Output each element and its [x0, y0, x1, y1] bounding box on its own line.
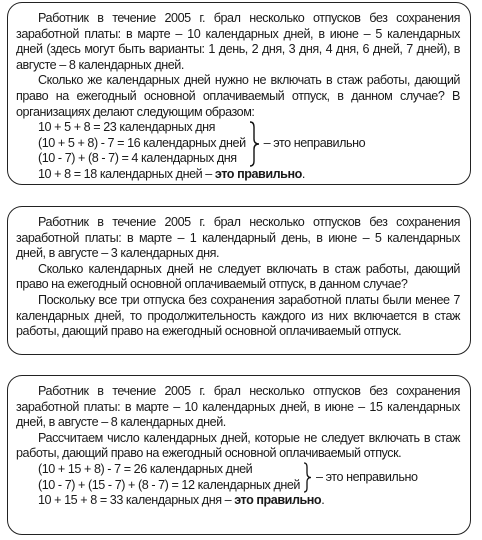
- box2-paragraph-1: Работник в течение 2005 г. брал несколько отпусков без сохранения заработной платы: в марте – 1 календарный день, в июне – 5 календарных дней, в августе – 3 календарных дня.: [16, 215, 460, 261]
- box3-calculation-lines: [38, 462, 300, 493]
- box1-calculation-group: [38, 120, 460, 167]
- box2-paragraph-2: Сколько календарных дней не следует включать в стаж работы, дающий право на ежегодный основной оплачиваемый отпуск, в данном случае?: [16, 261, 460, 292]
- box1-final-end: .: [301, 166, 305, 181]
- box1-final-line: [38, 167, 460, 183]
- box1-final-verdict: это правильно: [214, 166, 302, 181]
- example-box-3: [7, 375, 471, 535]
- box1-paragraph-1: Работник в течение 2005 г. брал несколько отпусков без сохранения заработной платы: в марте – 10 календарных дней, в июне – 5 календарных дней (здесь могут быть варианты: 1 день, 2 дня, 3 дня, 4 дня, 6 дней, 7 дней), в августе – 8 календарных дней.: [16, 11, 460, 72]
- curly-brace-icon: [302, 462, 312, 493]
- example-box-1: [7, 2, 471, 185]
- box3-paragraph-1: Работник в течение 2005 г. брал несколько отпусков без сохранения заработной платы: в марте – 10 календарных дней, в июне – 15 календарных дней, в августе – 8 календарных дней.: [16, 384, 460, 430]
- box1-calc-line-1: 10 + 5 + 8 = 23 календарных дня: [38, 120, 216, 135]
- curly-brace-icon: [248, 121, 260, 167]
- box2-paragraph-3: Поскольку все три отпуска без сохранения заработной платы были менее 7 календарных дней, то продолжительность каждого из них включается в стаж работы, дающий право на ежегодный основной оплачиваемый отпуск.: [16, 292, 460, 339]
- box3-final-end: .: [321, 493, 325, 508]
- box3-final-verdict: это правильно: [234, 493, 322, 508]
- box1-calculation-lines: [38, 120, 246, 167]
- box1-calc-line-2: (10 + 5 + 8) - 7 = 16 календарных дней: [38, 135, 246, 150]
- box1-paragraph-2: Сколько же календарных дней нужно не включать в стаж работы, дающий право на ежегодный основной оплачиваемый отпуск, в данном случае? В организациях делают следующим образом:: [16, 73, 460, 119]
- box3-wrong-label: – это неправильно: [315, 469, 418, 484]
- example-box-2: [7, 206, 471, 355]
- box1-wrong-label: – это неправильно: [263, 135, 366, 150]
- box1-final-text: 10 + 8 = 18 календарных дней –: [38, 166, 215, 181]
- box3-calc-line-2: (10 - 7) + (15 - 7) + (8 - 7) = 12 календарных дней: [38, 477, 300, 492]
- box3-final-text: 10 + 15 + 8 = 33 календарных дня –: [38, 493, 235, 508]
- box1-brace-wrap: [248, 121, 366, 167]
- box3-brace-wrap: [302, 462, 418, 493]
- box3-calculation-group: [38, 462, 460, 493]
- box3-calc-line-1: (10 + 15 + 8) - 7 = 26 календарных дней: [38, 461, 253, 476]
- box3-paragraph-2: Рассчитаем число календарных дней, которые не следует включать в стаж работы, дающий право на ежегодный основной оплачиваемый отпуск.: [16, 430, 460, 461]
- box1-calc-line-3: (10 - 7) + (8 - 7) = 4 календарных дня: [38, 151, 237, 166]
- box3-final-line: [38, 493, 460, 509]
